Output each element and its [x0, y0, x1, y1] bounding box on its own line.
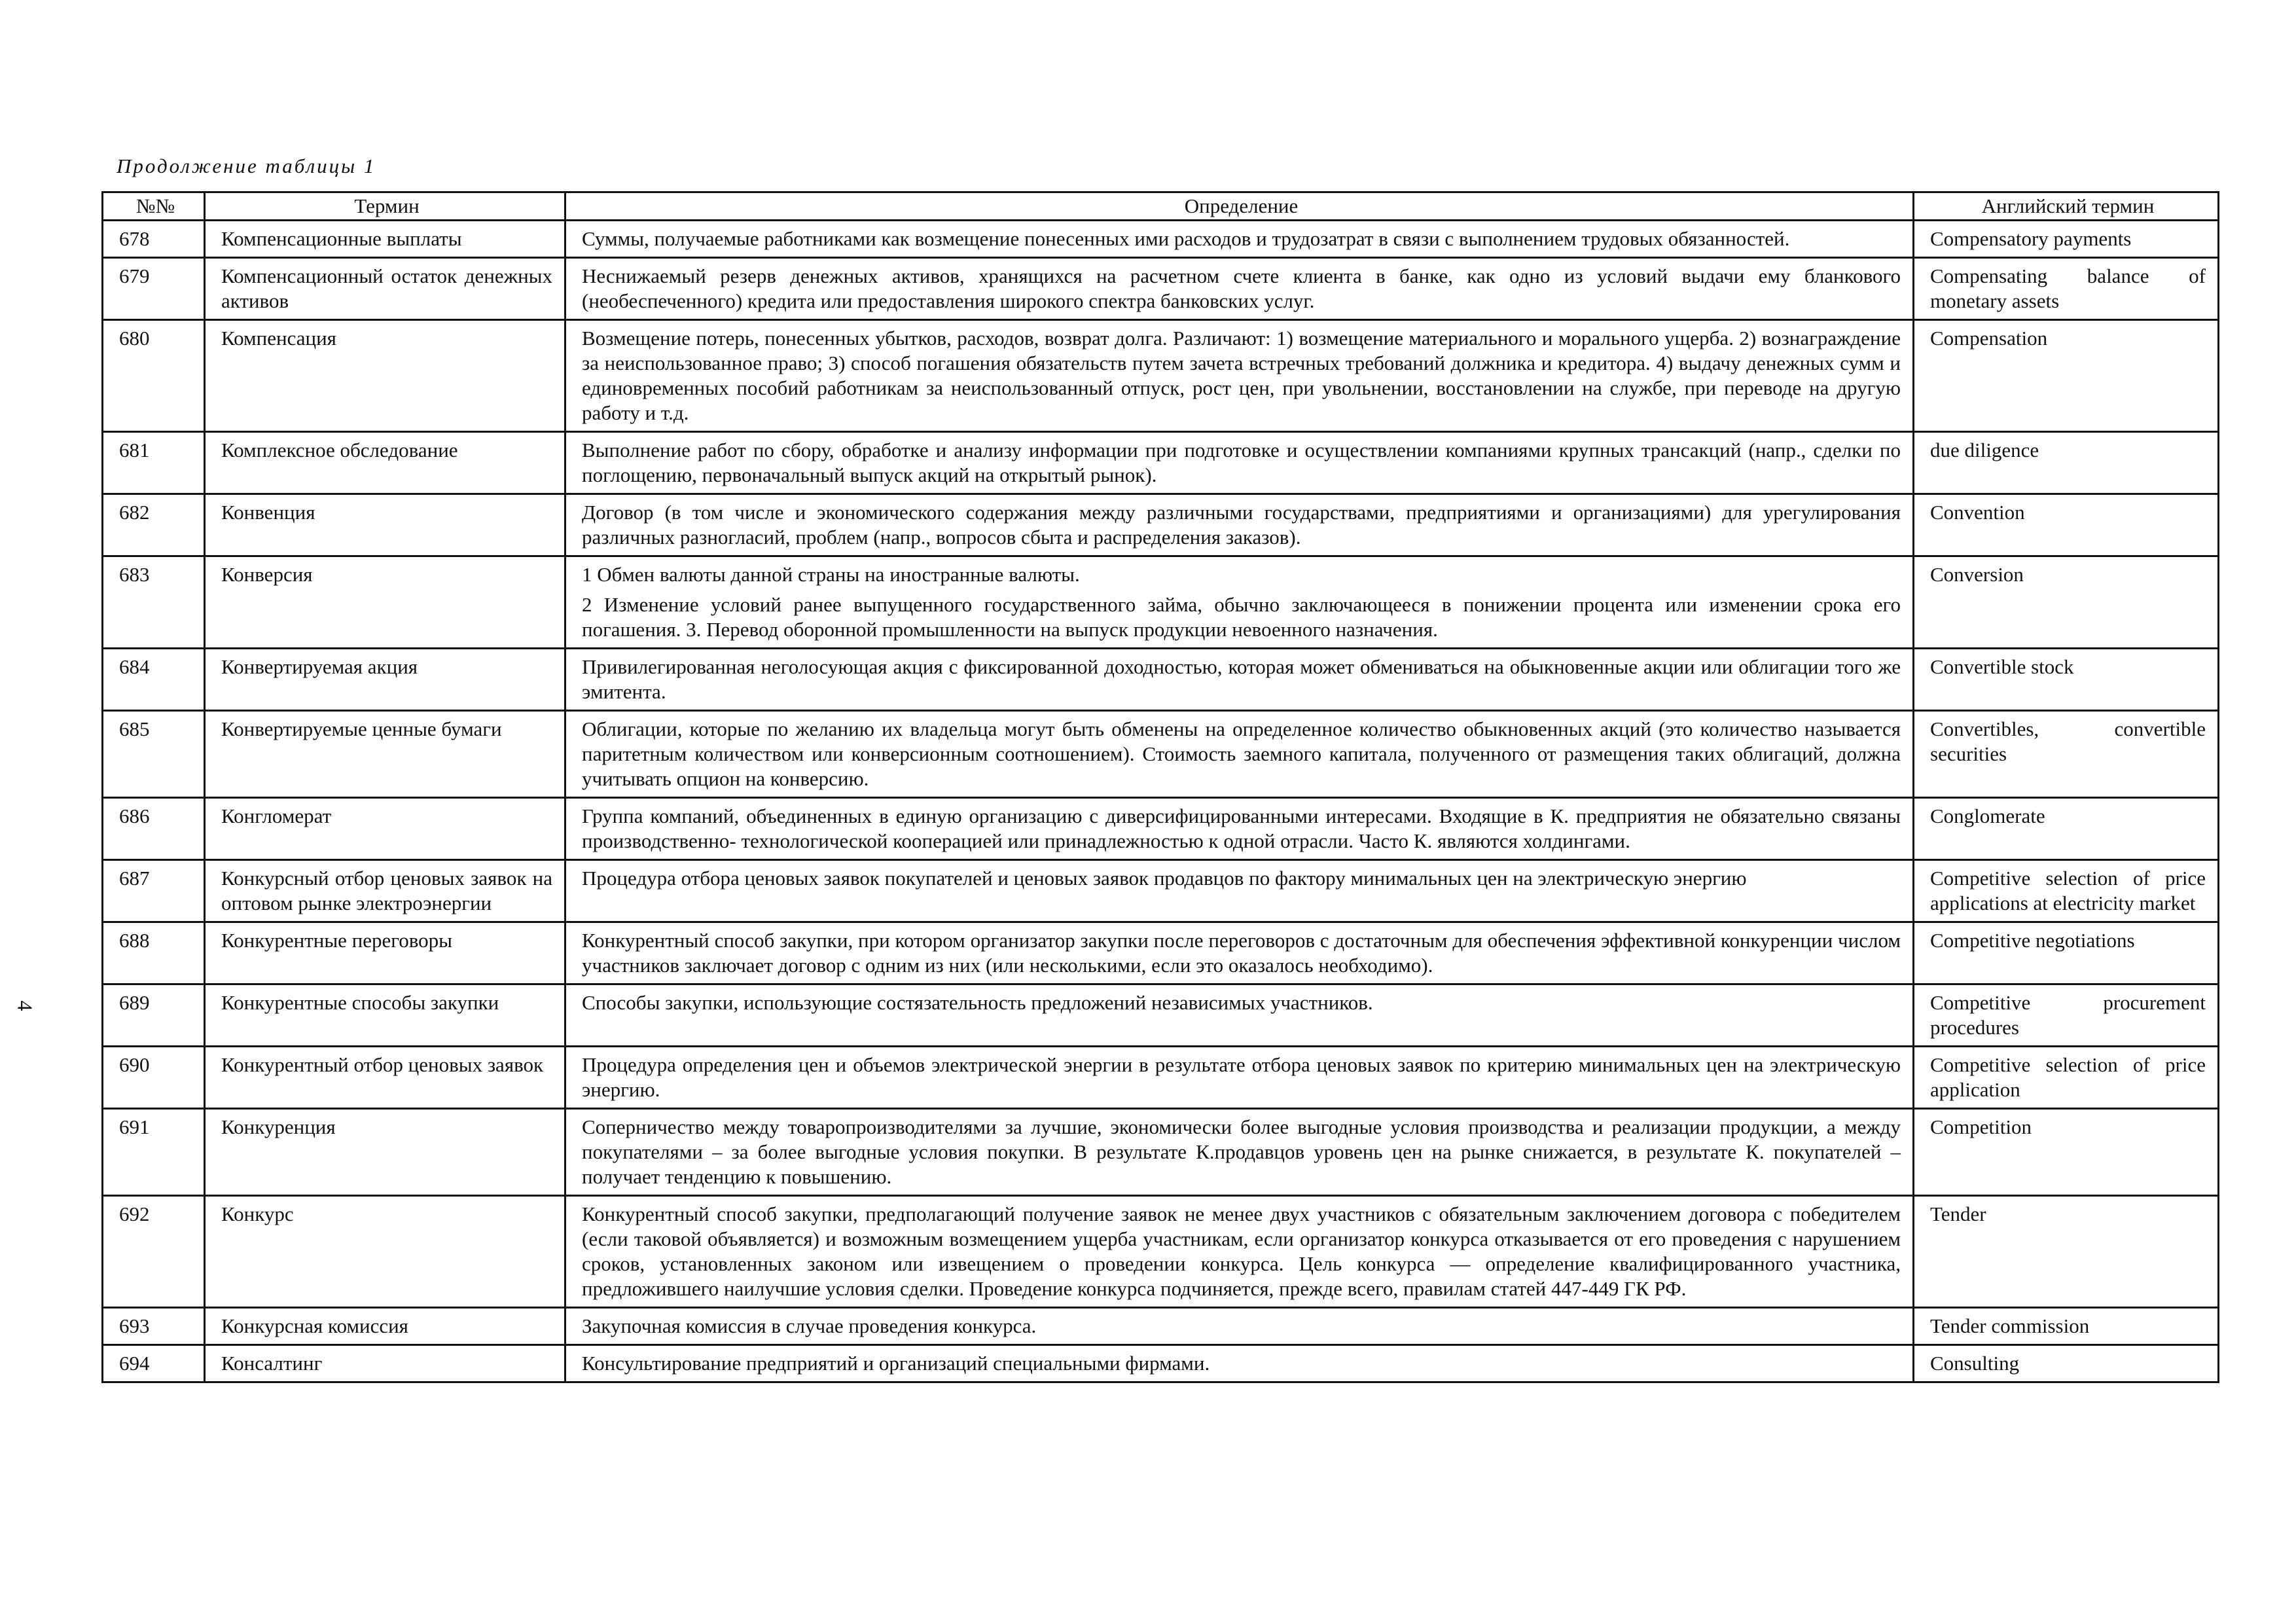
row-definition	[565, 1308, 1914, 1345]
table-row	[103, 494, 2219, 556]
row-number: 688	[103, 922, 205, 984]
row-definition	[565, 258, 1914, 320]
row-number: 691	[103, 1109, 205, 1196]
row-number: 681	[103, 432, 205, 494]
definition-paragraph: Процедура отбора ценовых заявок покупателей и ценовых заявок продавцов по фактору минимальных цен на электрическую энергию	[582, 867, 1747, 890]
row-number: 690	[103, 1047, 205, 1109]
table-row	[103, 1196, 2219, 1308]
row-english-term: Conglomerate	[1914, 798, 2219, 860]
definition-paragraph: Группа компаний, объединенных в единую организацию с диверсифицированными интересами. Входящие в К. предприятия не обязательно связаны производственно- технологической кооперацией или принадлежностью к одной отрасли. Часто К. являются холдингами.	[582, 804, 1901, 852]
row-english-term: Competitive procurement procedures	[1914, 984, 2219, 1047]
definition-paragraph: 1 Обмен валюты данной страны на иностранные валюты.	[582, 563, 1080, 586]
row-english-term: due diligence	[1914, 432, 2219, 494]
row-definition	[565, 649, 1914, 711]
row-term: Конкурентные переговоры	[205, 922, 565, 984]
header-definition: Определение	[565, 192, 1914, 221]
definition-paragraph: Договор (в том числе и экономического содержания между различными государствами, предприятиями и организациями) для урегулирования различных разногласий, проблем (напр., вопросов сбыта и распределения заказов).	[582, 501, 1901, 549]
row-definition	[565, 1196, 1914, 1308]
table-body	[103, 221, 2219, 1382]
row-number: 693	[103, 1308, 205, 1345]
row-term: Конвертируемая акция	[205, 649, 565, 711]
table-row	[103, 1047, 2219, 1109]
row-english-term: Conversion	[1914, 556, 2219, 649]
row-term: Конвенция	[205, 494, 565, 556]
table-row	[103, 1109, 2219, 1196]
definition-paragraph: 2 Изменение условий ранее выпущенного государственного займа, обычно заключающееся в понижении процента или изменении срока его погашения. 3. Перевод оборонной промышленности на выпуск продукции невоенного назначения.	[582, 593, 1901, 641]
row-number: 678	[103, 221, 205, 258]
definition-paragraph: Закупочная комиссия в случае проведения конкурса.	[582, 1314, 1037, 1337]
table-row	[103, 1345, 2219, 1382]
row-definition	[565, 798, 1914, 860]
row-term: Конверсия	[205, 556, 565, 649]
row-definition	[565, 1109, 1914, 1196]
row-number: 683	[103, 556, 205, 649]
header-english-term: Английский термин	[1914, 192, 2219, 221]
row-definition	[565, 1047, 1914, 1109]
table-row	[103, 922, 2219, 984]
definition-paragraph: Конкурентный способ закупки, при котором организатор закупки после переговоров с достаточным для обеспечения эффективной конкуренции числом участников заключает договор с одним из них (или несколькими, если это оказалось необходимо).	[582, 929, 1901, 977]
row-term: Конкурентные способы закупки	[205, 984, 565, 1047]
row-number: 686	[103, 798, 205, 860]
row-term: Консалтинг	[205, 1345, 565, 1382]
row-number: 694	[103, 1345, 205, 1382]
definition-paragraph: Конкурентный способ закупки, предполагающий получение заявок не менее двух участников с обязательным заключением договора с победителем (если таковой объявляется) и возможным возмещением ущерба участникам, если организатор конкурса отказывается от его проведения с нарушением сроков, установленных законом или извещением о проведении конкурса. Цель конкурса — определение квалифицированного участника, предложившего наилучшие условия сделки. Проведение конкурса подчиняется, прежде всего, правилам статей 447-449 ГК РФ.	[582, 1202, 1901, 1300]
row-term: Конкурс	[205, 1196, 565, 1308]
row-term: Конгломерат	[205, 798, 565, 860]
header-term: Термин	[205, 192, 565, 221]
row-english-term: Compensating balance of monetary assets	[1914, 258, 2219, 320]
row-english-term: Tender	[1914, 1196, 2219, 1308]
row-english-term: Competitive selection of price application	[1914, 1047, 2219, 1109]
definition-paragraph: Консультирование предприятий и организаций специальными фирмами.	[582, 1352, 1210, 1375]
table-row	[103, 1308, 2219, 1345]
row-definition	[565, 711, 1914, 798]
definition-paragraph: Неснижаемый резерв денежных активов, хранящихся на расчетном счете клиента в банке, как одно из условий выдачи ему бланкового (необеспеченного) кредита или предоставления широкого спектра банковских услуг.	[582, 264, 1901, 312]
row-number: 682	[103, 494, 205, 556]
row-term: Компенсационный остаток денежных активов	[205, 258, 565, 320]
table-header-row	[103, 192, 2219, 221]
row-term: Комплексное обследование	[205, 432, 565, 494]
row-term: Конкурсный отбор ценовых заявок на оптовом рынке электроэнергии	[205, 860, 565, 922]
table-row	[103, 320, 2219, 432]
table-row	[103, 711, 2219, 798]
row-number: 684	[103, 649, 205, 711]
row-definition	[565, 320, 1914, 432]
table-row	[103, 221, 2219, 258]
definition-paragraph: Облигации, которые по желанию их владельца могут быть обменены на определенное количество обыкновенных акций (это количество называется паритетным количеством или конверсионным соотношением). Стоимость заемного капитала, полученного от размещения таких облигаций, должна учитывать опцион на конверсию.	[582, 717, 1901, 790]
row-definition	[565, 556, 1914, 649]
table-row	[103, 984, 2219, 1047]
page-number: 4	[13, 1000, 37, 1011]
glossary-table	[101, 191, 2219, 1383]
row-number: 680	[103, 320, 205, 432]
definition-paragraph: Возмещение потерь, понесенных убытков, расходов, возврат долга. Различают: 1) возмещение материального и морального ущерба. 2) вознаграждение за неиспользованное право; 3) способ погашения обязательств путем зачета встречных требований должника и кредитора. 4) выдачу денежных сумм и единовременных пособий работникам за неиспользованный отпуск, рост цен, при увольнении, восстановлении на службе, при переводе на другую работу и т.д.	[582, 327, 1901, 424]
table-caption: Продолжение таблицы 1	[117, 154, 376, 177]
row-term: Конкуренция	[205, 1109, 565, 1196]
row-english-term: Tender commission	[1914, 1308, 2219, 1345]
row-definition	[565, 1345, 1914, 1382]
definition-paragraph: Выполнение работ по сбору, обработке и анализу информации при подготовке и осуществлении компаниями крупных трансакций (напр., сделки по поглощению, первоначальный выпуск акций на открытый рынок).	[582, 439, 1901, 486]
row-english-term: Competitive negotiations	[1914, 922, 2219, 984]
row-term: Компенсация	[205, 320, 565, 432]
row-definition	[565, 922, 1914, 984]
definition-paragraph: Процедура определения цен и объемов электрической энергии в результате отбора ценовых заявок по критерию минимальных цен на электрическую энергию.	[582, 1053, 1901, 1101]
row-english-term: Competition	[1914, 1109, 2219, 1196]
table-row	[103, 258, 2219, 320]
definition-paragraph: Соперничество между товаропроизводителями за лучшие, экономически более выгодные условия производства и реализации продукции, а между покупателями – за более выгодные условия покупки. В результате К.продавцов уровень цен на рынке снижается, в результате К. покупателей – получает тенденцию к повышению.	[582, 1115, 1901, 1188]
definition-paragraph: Способы закупки, использующие состязательность предложений независимых участников.	[582, 991, 1373, 1014]
row-number: 685	[103, 711, 205, 798]
table-row	[103, 432, 2219, 494]
row-definition	[565, 494, 1914, 556]
row-number: 689	[103, 984, 205, 1047]
row-definition	[565, 221, 1914, 258]
definition-paragraph: Суммы, получаемые работниками как возмещение понесенных ими расходов и трудозатрат в связи с выполнением трудовых обязанностей.	[582, 227, 1790, 250]
table-row	[103, 798, 2219, 860]
row-english-term: Compensatory payments	[1914, 221, 2219, 258]
row-number: 679	[103, 258, 205, 320]
row-term: Конкурентный отбор ценовых заявок	[205, 1047, 565, 1109]
row-english-term: Compensation	[1914, 320, 2219, 432]
row-english-term: Convention	[1914, 494, 2219, 556]
row-definition	[565, 432, 1914, 494]
definition-paragraph: Привилегированная неголосующая акция с фиксированной доходностью, которая может обмениваться на обыкновенные акции или облигации того же эмитента.	[582, 655, 1901, 703]
header-number: №№	[103, 192, 205, 221]
row-term: Конвертируемые ценные бумаги	[205, 711, 565, 798]
row-term: Конкурсная комиссия	[205, 1308, 565, 1345]
table-row	[103, 860, 2219, 922]
row-number: 692	[103, 1196, 205, 1308]
table-row	[103, 556, 2219, 649]
row-english-term: Convertible stock	[1914, 649, 2219, 711]
row-definition	[565, 984, 1914, 1047]
row-english-term: Consulting	[1914, 1345, 2219, 1382]
row-english-term: Convertibles, convertible securities	[1914, 711, 2219, 798]
table-row	[103, 649, 2219, 711]
row-number: 687	[103, 860, 205, 922]
row-english-term: Competitive selection of price applications at electricity market	[1914, 860, 2219, 922]
row-term: Компенсационные выплаты	[205, 221, 565, 258]
row-definition	[565, 860, 1914, 922]
